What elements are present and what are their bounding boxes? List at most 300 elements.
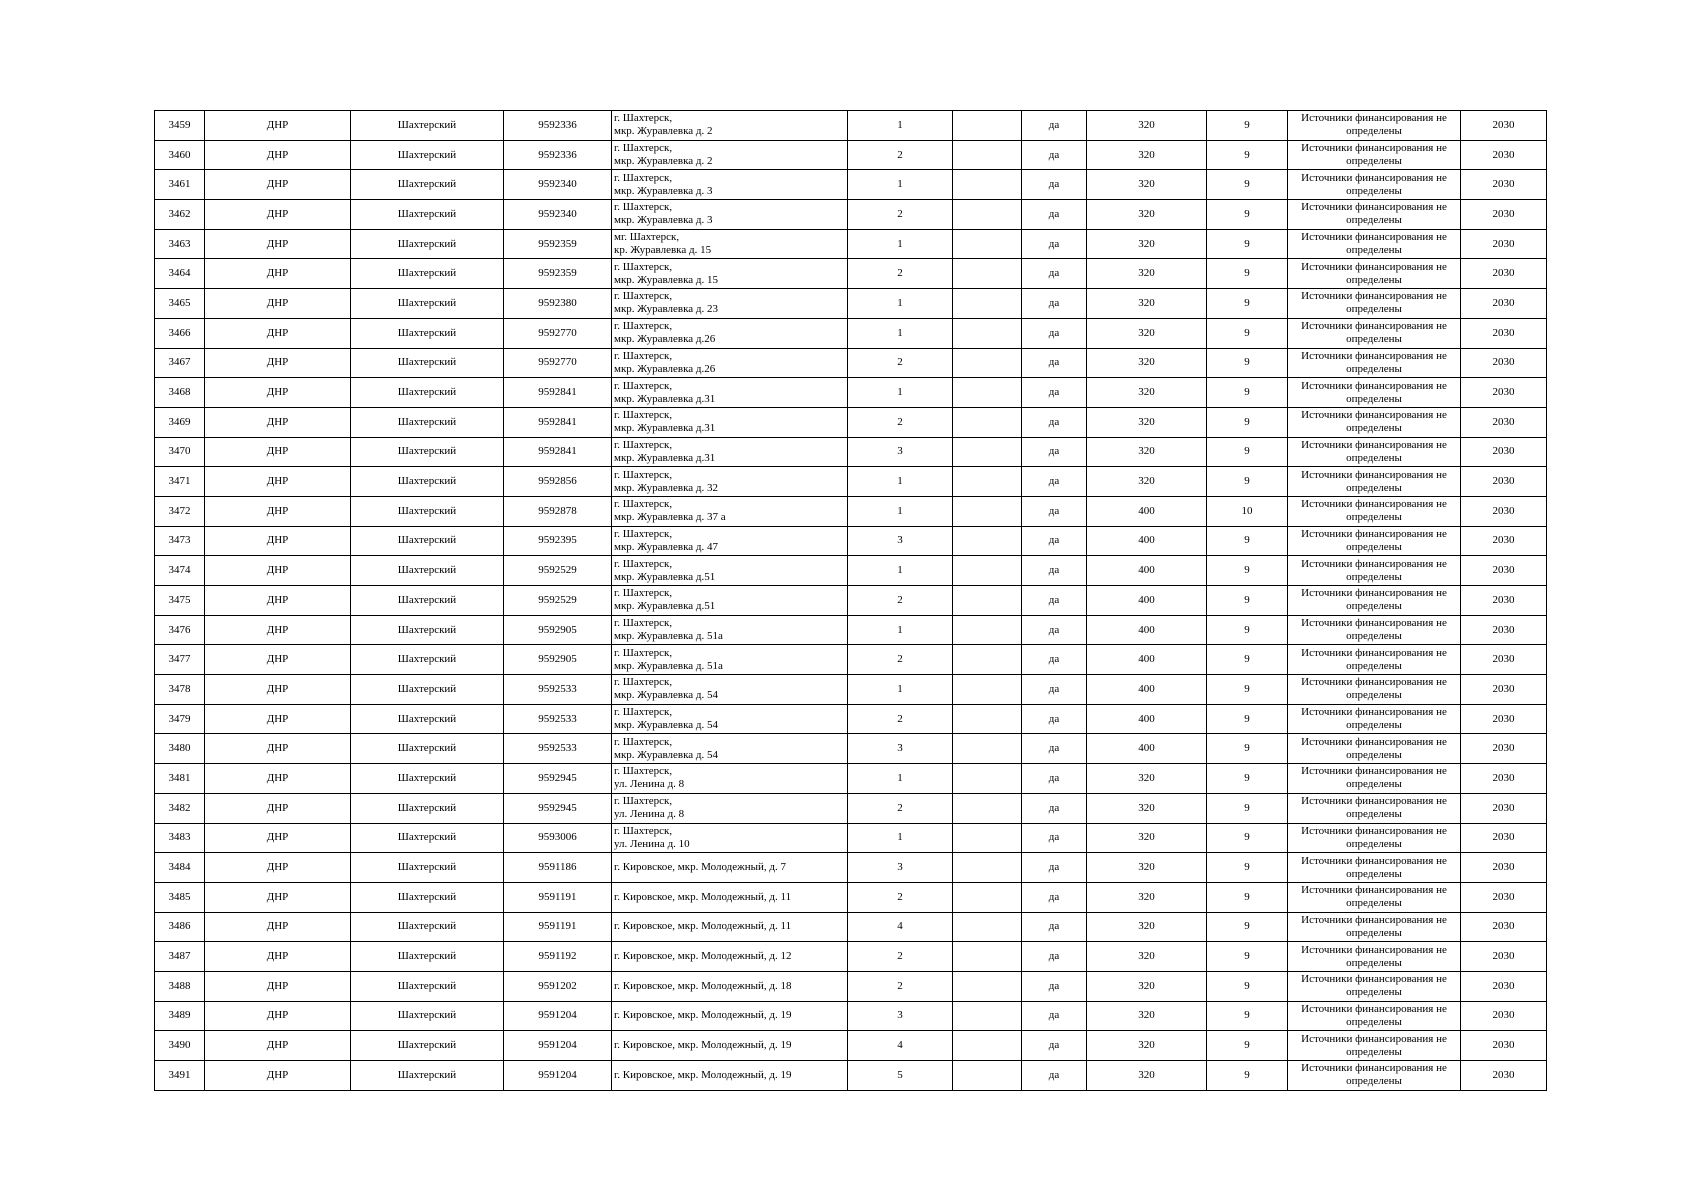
district-cell: Шахтерский — [351, 496, 504, 526]
floors-cell: 9 — [1207, 200, 1288, 230]
financing-cell: Источники финансирования не определены — [1288, 971, 1461, 1001]
address-cell — [612, 467, 848, 497]
capacity-cell: 400 — [1087, 496, 1207, 526]
flag-cell: да — [1022, 348, 1087, 378]
object-code-cell: 9592878 — [504, 496, 612, 526]
flag-cell: да — [1022, 556, 1087, 586]
floors-cell: 9 — [1207, 170, 1288, 200]
region-cell: ДНР — [205, 1001, 351, 1031]
table-row — [155, 496, 1547, 526]
blank-cell — [953, 793, 1022, 823]
floors-cell: 9 — [1207, 140, 1288, 170]
year-cell: 2030 — [1461, 437, 1547, 467]
floors-cell: 9 — [1207, 734, 1288, 764]
year-cell: 2030 — [1461, 675, 1547, 705]
table-row — [155, 467, 1547, 497]
flag-cell: да — [1022, 289, 1087, 319]
row-number: 3464 — [155, 259, 205, 289]
financing-cell: Источники финансирования не определены — [1288, 289, 1461, 319]
blank-cell — [953, 200, 1022, 230]
row-number: 3470 — [155, 437, 205, 467]
table-row — [155, 1031, 1547, 1061]
district-cell: Шахтерский — [351, 1001, 504, 1031]
year-cell: 2030 — [1461, 704, 1547, 734]
floors-cell: 9 — [1207, 615, 1288, 645]
object-code-cell: 9591192 — [504, 942, 612, 972]
financing-cell: Источники финансирования не определены — [1288, 259, 1461, 289]
blank-cell — [953, 437, 1022, 467]
object-code-cell: 9592340 — [504, 170, 612, 200]
flag-cell: да — [1022, 1001, 1087, 1031]
district-cell: Шахтерский — [351, 645, 504, 675]
district-cell: Шахтерский — [351, 586, 504, 616]
flag-cell: да — [1022, 170, 1087, 200]
floors-cell: 9 — [1207, 556, 1288, 586]
address-line-1: г. Шахтерск, — [614, 290, 673, 303]
address-line-2: мкр. Журавлевка д.51 — [614, 600, 716, 613]
year-cell: 2030 — [1461, 793, 1547, 823]
region-cell: ДНР — [205, 764, 351, 794]
blank-cell — [953, 971, 1022, 1001]
table-row — [155, 348, 1547, 378]
district-cell: Шахтерский — [351, 764, 504, 794]
row-number: 3478 — [155, 675, 205, 705]
district-cell: Шахтерский — [351, 823, 504, 853]
address-line-2: мкр. Журавлевка д. 23 — [614, 303, 719, 316]
capacity-cell: 320 — [1087, 853, 1207, 883]
address-line-2: кр. Журавлевка д. 15 — [614, 244, 712, 257]
capacity-cell: 400 — [1087, 526, 1207, 556]
blank-cell — [953, 348, 1022, 378]
flag-cell: да — [1022, 764, 1087, 794]
flag-cell: да — [1022, 793, 1087, 823]
floors-cell: 9 — [1207, 823, 1288, 853]
financing-cell: Источники финансирования не определены — [1288, 586, 1461, 616]
district-cell: Шахтерский — [351, 942, 504, 972]
table-row — [155, 526, 1547, 556]
floors-cell: 9 — [1207, 111, 1288, 141]
blank-cell — [953, 407, 1022, 437]
year-cell: 2030 — [1461, 556, 1547, 586]
row-number: 3474 — [155, 556, 205, 586]
financing-cell: Источники финансирования не определены — [1288, 882, 1461, 912]
district-cell: Шахтерский — [351, 1061, 504, 1091]
address-cell — [612, 971, 848, 1001]
blank-cell — [953, 140, 1022, 170]
blank-cell — [953, 556, 1022, 586]
row-number: 3465 — [155, 289, 205, 319]
row-number: 3461 — [155, 170, 205, 200]
object-code-cell: 9592359 — [504, 229, 612, 259]
object-code-cell: 9592533 — [504, 734, 612, 764]
row-number: 3486 — [155, 912, 205, 942]
floors-cell: 9 — [1207, 378, 1288, 408]
region-cell: ДНР — [205, 437, 351, 467]
table-body — [155, 111, 1547, 1091]
financing-cell: Источники финансирования не определены — [1288, 318, 1461, 348]
entrance-cell: 1 — [848, 289, 953, 319]
table-row — [155, 853, 1547, 883]
table-row — [155, 823, 1547, 853]
year-cell: 2030 — [1461, 645, 1547, 675]
address-line-1: г. Кировское, мкр. Молодежный, д. 11 — [614, 920, 792, 933]
year-cell: 2030 — [1461, 823, 1547, 853]
address-line-1: г. Шахтерск, — [614, 735, 673, 748]
region-cell: ДНР — [205, 615, 351, 645]
address-cell — [612, 912, 848, 942]
year-cell: 2030 — [1461, 467, 1547, 497]
address-line-1: г. Шахтерск, — [614, 468, 673, 481]
region-cell: ДНР — [205, 378, 351, 408]
address-line-1: г. Шахтерск, — [614, 498, 673, 511]
flag-cell: да — [1022, 853, 1087, 883]
blank-cell — [953, 1031, 1022, 1061]
capacity-cell: 400 — [1087, 645, 1207, 675]
address-line-1: г. Шахтерск, — [614, 260, 673, 273]
table-row — [155, 556, 1547, 586]
object-code-cell: 9592533 — [504, 675, 612, 705]
address-cell — [612, 645, 848, 675]
floors-cell: 9 — [1207, 971, 1288, 1001]
region-cell: ДНР — [205, 971, 351, 1001]
address-cell — [612, 111, 848, 141]
flag-cell: да — [1022, 942, 1087, 972]
capacity-cell: 320 — [1087, 823, 1207, 853]
region-cell: ДНР — [205, 823, 351, 853]
row-number: 3468 — [155, 378, 205, 408]
address-cell — [612, 764, 848, 794]
region-cell: ДНР — [205, 467, 351, 497]
table-row — [155, 586, 1547, 616]
district-cell: Шахтерский — [351, 467, 504, 497]
year-cell: 2030 — [1461, 942, 1547, 972]
year-cell: 2030 — [1461, 170, 1547, 200]
financing-cell: Источники финансирования не определены — [1288, 111, 1461, 141]
entrance-cell: 1 — [848, 467, 953, 497]
address-cell — [612, 496, 848, 526]
row-number: 3479 — [155, 704, 205, 734]
table-row — [155, 1001, 1547, 1031]
district-cell: Шахтерский — [351, 140, 504, 170]
district-cell: Шахтерский — [351, 793, 504, 823]
blank-cell — [953, 378, 1022, 408]
entrance-cell: 1 — [848, 111, 953, 141]
address-line-2: мкр. Журавлевка д. 54 — [614, 719, 719, 732]
district-cell: Шахтерский — [351, 229, 504, 259]
object-code-cell: 9591191 — [504, 912, 612, 942]
district-cell: Шахтерский — [351, 200, 504, 230]
capacity-cell: 400 — [1087, 734, 1207, 764]
address-line-1: г. Кировское, мкр. Молодежный, д. 19 — [614, 1009, 792, 1022]
entrance-cell: 4 — [848, 912, 953, 942]
entrance-cell: 2 — [848, 259, 953, 289]
address-line-2: мкр. Журавлевка д. 2 — [614, 125, 713, 138]
table-row — [155, 793, 1547, 823]
address-cell — [612, 942, 848, 972]
blank-cell — [953, 111, 1022, 141]
financing-cell: Источники финансирования не определены — [1288, 912, 1461, 942]
address-line-1: г. Кировское, мкр. Молодежный, д. 19 — [614, 1068, 792, 1081]
flag-cell: да — [1022, 823, 1087, 853]
blank-cell — [953, 704, 1022, 734]
financing-cell: Источники финансирования не определены — [1288, 378, 1461, 408]
region-cell: ДНР — [205, 853, 351, 883]
region-cell: ДНР — [205, 882, 351, 912]
flag-cell: да — [1022, 200, 1087, 230]
region-cell: ДНР — [205, 586, 351, 616]
year-cell: 2030 — [1461, 615, 1547, 645]
blank-cell — [953, 259, 1022, 289]
financing-cell: Источники финансирования не определены — [1288, 793, 1461, 823]
table-row — [155, 971, 1547, 1001]
blank-cell — [953, 615, 1022, 645]
year-cell: 2030 — [1461, 289, 1547, 319]
object-code-cell: 9592340 — [504, 200, 612, 230]
address-line-1: г. Кировское, мкр. Молодежный, д. 12 — [614, 950, 792, 963]
entrance-cell: 2 — [848, 645, 953, 675]
region-cell: ДНР — [205, 675, 351, 705]
row-number: 3481 — [155, 764, 205, 794]
flag-cell: да — [1022, 229, 1087, 259]
address-cell — [612, 556, 848, 586]
entrance-cell: 2 — [848, 140, 953, 170]
row-number: 3480 — [155, 734, 205, 764]
object-code-cell: 9592529 — [504, 556, 612, 586]
row-number: 3477 — [155, 645, 205, 675]
year-cell: 2030 — [1461, 111, 1547, 141]
address-cell — [612, 318, 848, 348]
row-number: 3463 — [155, 229, 205, 259]
entrance-cell: 3 — [848, 734, 953, 764]
financing-cell: Источники финансирования не определены — [1288, 645, 1461, 675]
address-line-2: мкр. Журавлевка д.26 — [614, 362, 716, 375]
table-row — [155, 437, 1547, 467]
blank-cell — [953, 586, 1022, 616]
year-cell: 2030 — [1461, 882, 1547, 912]
district-cell: Шахтерский — [351, 259, 504, 289]
blank-cell — [953, 734, 1022, 764]
financing-cell: Источники финансирования не определены — [1288, 200, 1461, 230]
address-line-2: мкр. Журавлевка д. 54 — [614, 748, 719, 761]
financing-cell: Источники финансирования не определены — [1288, 496, 1461, 526]
object-code-cell: 9592533 — [504, 704, 612, 734]
address-cell — [612, 407, 848, 437]
capacity-cell: 320 — [1087, 793, 1207, 823]
address-cell — [612, 140, 848, 170]
address-cell — [612, 853, 848, 883]
capacity-cell: 320 — [1087, 348, 1207, 378]
year-cell: 2030 — [1461, 1001, 1547, 1031]
financing-cell: Источники финансирования не определены — [1288, 467, 1461, 497]
blank-cell — [953, 1001, 1022, 1031]
address-line-1: г. Шахтерск, — [614, 379, 673, 392]
row-number: 3491 — [155, 1061, 205, 1091]
capacity-cell: 320 — [1087, 289, 1207, 319]
address-line-1: г. Шахтерск, — [614, 112, 673, 125]
flag-cell: да — [1022, 437, 1087, 467]
financing-cell: Источники финансирования не определены — [1288, 675, 1461, 705]
year-cell: 2030 — [1461, 229, 1547, 259]
address-line-1: г. Шахтерск, — [614, 171, 673, 184]
financing-cell: Источники финансирования не определены — [1288, 229, 1461, 259]
table-row — [155, 378, 1547, 408]
blank-cell — [953, 853, 1022, 883]
region-cell: ДНР — [205, 289, 351, 319]
blank-cell — [953, 912, 1022, 942]
entrance-cell: 3 — [848, 437, 953, 467]
address-line-2: мкр. Журавлевка д.31 — [614, 422, 716, 435]
table-row — [155, 229, 1547, 259]
table-row — [155, 111, 1547, 141]
row-number: 3490 — [155, 1031, 205, 1061]
flag-cell: да — [1022, 467, 1087, 497]
financing-cell: Источники финансирования не определены — [1288, 556, 1461, 586]
year-cell: 2030 — [1461, 1031, 1547, 1061]
flag-cell: да — [1022, 971, 1087, 1001]
capacity-cell: 320 — [1087, 259, 1207, 289]
entrance-cell: 2 — [848, 407, 953, 437]
address-cell — [612, 170, 848, 200]
financing-cell: Источники финансирования не определены — [1288, 764, 1461, 794]
address-line-1: г. Шахтерск, — [614, 587, 673, 600]
financing-cell: Источники финансирования не определены — [1288, 526, 1461, 556]
flag-cell: да — [1022, 645, 1087, 675]
blank-cell — [953, 645, 1022, 675]
financing-cell: Источники финансирования не определены — [1288, 734, 1461, 764]
region-cell: ДНР — [205, 1031, 351, 1061]
flag-cell: да — [1022, 140, 1087, 170]
floors-cell: 10 — [1207, 496, 1288, 526]
address-line-2: мкр. Журавлевка д. 47 — [614, 540, 719, 553]
address-line-2: ул. Ленина д. 8 — [614, 778, 685, 791]
region-cell: ДНР — [205, 734, 351, 764]
year-cell: 2030 — [1461, 200, 1547, 230]
entrance-cell: 2 — [848, 200, 953, 230]
object-code-cell: 9592905 — [504, 645, 612, 675]
region-cell: ДНР — [205, 348, 351, 378]
financing-cell: Источники финансирования не определены — [1288, 348, 1461, 378]
district-cell: Шахтерский — [351, 170, 504, 200]
flag-cell: да — [1022, 704, 1087, 734]
address-line-1: г. Шахтерск, — [614, 706, 673, 719]
region-cell: ДНР — [205, 1061, 351, 1091]
region-cell: ДНР — [205, 200, 351, 230]
blank-cell — [953, 942, 1022, 972]
region-cell: ДНР — [205, 704, 351, 734]
object-code-cell: 9592945 — [504, 764, 612, 794]
address-cell — [612, 229, 848, 259]
district-cell: Шахтерский — [351, 407, 504, 437]
object-code-cell: 9592770 — [504, 318, 612, 348]
region-cell: ДНР — [205, 140, 351, 170]
address-line-1: мг. Шахтерск, — [614, 231, 680, 244]
address-line-1: г. Шахтерск, — [614, 765, 673, 778]
object-code-cell: 9591204 — [504, 1001, 612, 1031]
address-line-1: г. Шахтерск, — [614, 201, 673, 214]
address-line-1: г. Шахтерск, — [614, 824, 673, 837]
entrance-cell: 3 — [848, 526, 953, 556]
row-number: 3484 — [155, 853, 205, 883]
row-number: 3475 — [155, 586, 205, 616]
object-code-cell: 9591202 — [504, 971, 612, 1001]
object-code-cell: 9592380 — [504, 289, 612, 319]
flag-cell: да — [1022, 586, 1087, 616]
address-line-1: г. Шахтерск, — [614, 320, 673, 333]
address-cell — [612, 437, 848, 467]
entrance-cell: 1 — [848, 170, 953, 200]
floors-cell: 9 — [1207, 407, 1288, 437]
floors-cell: 9 — [1207, 704, 1288, 734]
district-cell: Шахтерский — [351, 734, 504, 764]
flag-cell: да — [1022, 615, 1087, 645]
capacity-cell: 320 — [1087, 942, 1207, 972]
year-cell: 2030 — [1461, 526, 1547, 556]
object-code-cell: 9592945 — [504, 793, 612, 823]
blank-cell — [953, 229, 1022, 259]
district-cell: Шахтерский — [351, 437, 504, 467]
capacity-cell: 320 — [1087, 229, 1207, 259]
capacity-cell: 320 — [1087, 912, 1207, 942]
row-number: 3471 — [155, 467, 205, 497]
floors-cell: 9 — [1207, 1001, 1288, 1031]
row-number: 3462 — [155, 200, 205, 230]
year-cell: 2030 — [1461, 853, 1547, 883]
floors-cell: 9 — [1207, 882, 1288, 912]
year-cell: 2030 — [1461, 378, 1547, 408]
table-row — [155, 259, 1547, 289]
register-table — [154, 110, 1547, 1091]
table-row — [155, 912, 1547, 942]
entrance-cell: 3 — [848, 853, 953, 883]
region-cell: ДНР — [205, 407, 351, 437]
year-cell: 2030 — [1461, 259, 1547, 289]
address-line-1: г. Шахтерск, — [614, 557, 673, 570]
capacity-cell: 400 — [1087, 675, 1207, 705]
year-cell: 2030 — [1461, 407, 1547, 437]
address-line-2: мкр. Журавлевка д. 37 а — [614, 511, 726, 524]
blank-cell — [953, 823, 1022, 853]
capacity-cell: 400 — [1087, 556, 1207, 586]
financing-cell: Источники финансирования не определены — [1288, 1061, 1461, 1091]
address-line-1: г. Шахтерск, — [614, 527, 673, 540]
district-cell: Шахтерский — [351, 526, 504, 556]
capacity-cell: 320 — [1087, 170, 1207, 200]
region-cell: ДНР — [205, 318, 351, 348]
flag-cell: да — [1022, 496, 1087, 526]
address-cell — [612, 348, 848, 378]
table-row — [155, 140, 1547, 170]
object-code-cell: 9591204 — [504, 1061, 612, 1091]
capacity-cell: 320 — [1087, 764, 1207, 794]
address-line-1: г. Шахтерск, — [614, 646, 673, 659]
address-line-2: мкр. Журавлевка д. 51а — [614, 630, 723, 643]
row-number: 3489 — [155, 1001, 205, 1031]
district-cell: Шахтерский — [351, 1031, 504, 1061]
capacity-cell: 320 — [1087, 467, 1207, 497]
table-row — [155, 1061, 1547, 1091]
entrance-cell: 2 — [848, 704, 953, 734]
flag-cell: да — [1022, 407, 1087, 437]
flag-cell: да — [1022, 675, 1087, 705]
address-line-2: мкр. Журавлевка д. 3 — [614, 214, 713, 227]
year-cell: 2030 — [1461, 764, 1547, 794]
district-cell: Шахтерский — [351, 853, 504, 883]
object-code-cell: 9592856 — [504, 467, 612, 497]
entrance-cell: 2 — [848, 348, 953, 378]
row-number: 3469 — [155, 407, 205, 437]
row-number: 3467 — [155, 348, 205, 378]
entrance-cell: 1 — [848, 764, 953, 794]
